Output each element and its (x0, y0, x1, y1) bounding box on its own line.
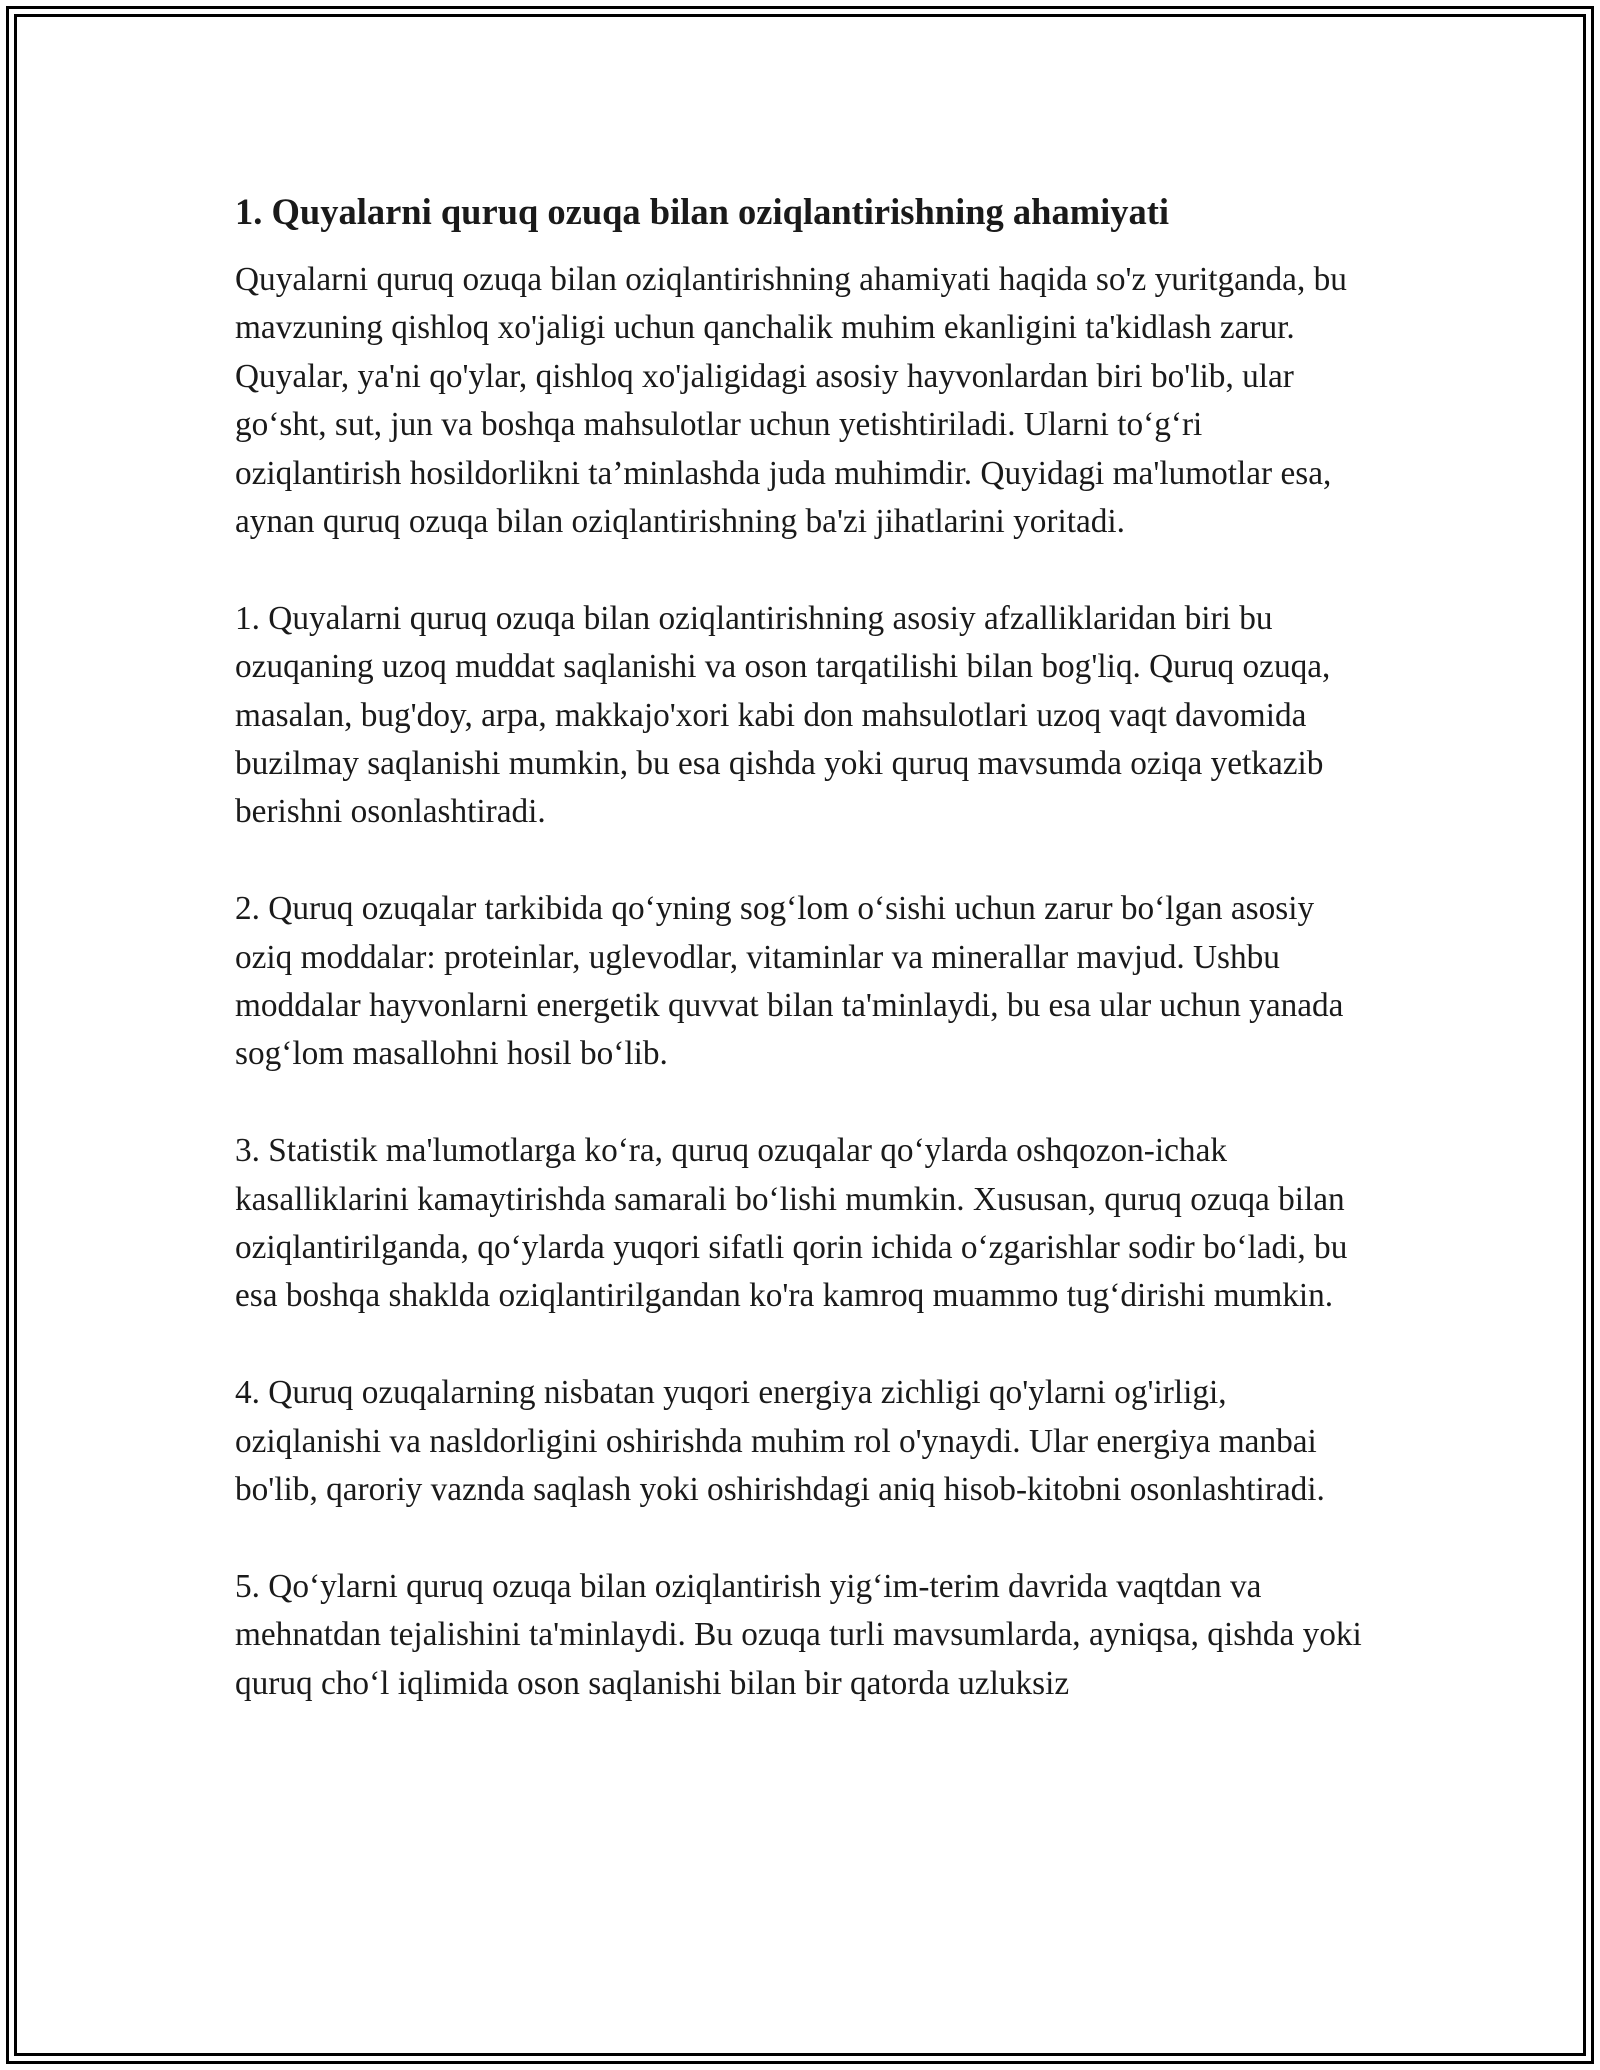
point-4-paragraph: 4. Quruq ozuqalarning nisbatan yuqori energiya zichligi qo'ylarni og'irligi, oziqlanishi va nasldorligini oshirishda muhim rol o'ynaydi. Ular energiya manbai bo'lib, qaroriy vaznda saqlash yoki oshirishdagi aniq hisob-kitobni osonlashtiradi. (235, 1374, 1325, 1509)
point-2-paragraph: 2. Quruq ozuqalar tarkibida qo‘yning sog‘lom o‘sishi uchun zarur bo‘lgan asosiy oziq moddalar: proteinlar, uglevodlar, vitaminlar va minerallar mavjud. Ushbu moddalar hayvonlarni energetik quvvat bilan ta'minlaydi, bu esa ular uchun yanada sog‘lom masallohni hosil bo‘lib. (235, 890, 1344, 1073)
point-1-paragraph: 1. Quyalarni quruq ozuqa bilan oziqlantirishning asosiy afzalliklaridan biri bu ozuqaning uzoq muddat saqlanishi va oson tarqatilishi bilan bog'liq. Quruq ozuqa, masalan, bug'doy, arpa, makkajo'xori kabi don mahsulotlari uzoq vaqt davomida buzilmay saqlanishi mumkin, bu esa qishda yoki quruq mavsumda oziqa yetkazib berishni osonlashtiradi. (235, 599, 1331, 831)
point-3-paragraph: 3. Statistik ma'lumotlarga ko‘ra, quruq ozuqalar qo‘ylarda oshqozon-ichak kasalliklarini kamaytirishda samarali bo‘lishi mumkin. Xususan, quruq ozuqa bilan oziqlantirilganda, qo‘ylarda yuqori sifatli qorin ichida o‘zgarishlar sodir bo‘ladi, bu esa boshqa shaklda oziqlantirilgandan ko'ra kamroq muammo tug‘dirishi mumkin. (235, 1132, 1348, 1315)
document-body (235, 188, 1375, 1757)
section-title: 1. Quyalarni quruq ozuqa bilan oziqlantirishning ahamiyati (235, 191, 1170, 232)
point-5-paragraph: 5. Qo‘ylarni quruq ozuqa bilan oziqlantirish yig‘im-terim davrida vaqtdan va mehnatdan tejalishini ta'minlaydi. Bu ozuqa turli mavsumlarda, ayniqsa, qishda yoki quruq cho‘l iqlimida oson saqlanishi bilan bir qatorda uzluksiz (235, 1567, 1362, 1702)
intro-paragraph: Quyalarni quruq ozuqa bilan oziqlantirishning ahamiyati haqida so'z yuritganda, bu mavzuning qishloq xo'jaligi uchun qanchalik muhim ekanligini ta'kidlash zarur. Quyalar, ya'ni qo'ylar, qishloq xo'jaligidagi asosiy hayvonlardan biri bo'lib, ular go‘sht, sut, jun va boshqa mahsulotlar uchun yetishtiriladi. Ularni to‘g‘ri oziqlantirish hosildorlikni ta’minlashda juda muhimdir. Quyidagi ma'lumotlar esa, aynan quruq ozuqa bilan oziqlantirishning ba'zi jihatlarini yoritadi. (235, 261, 1347, 541)
